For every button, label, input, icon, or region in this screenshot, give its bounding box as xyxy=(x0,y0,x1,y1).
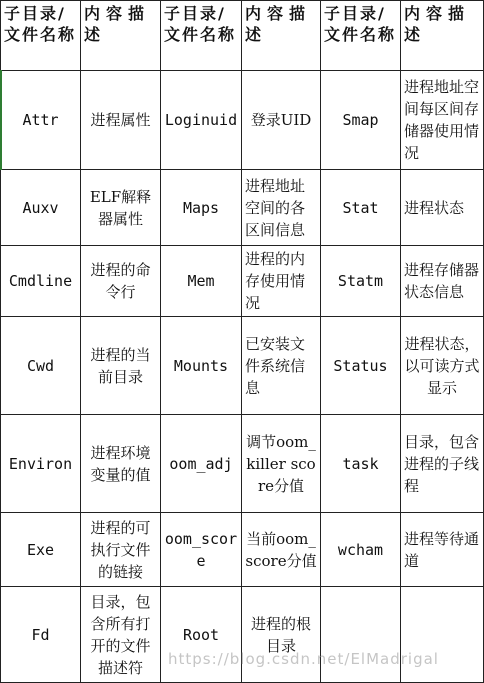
table-cell: 进程的命令行 xyxy=(81,246,161,317)
table-cell: task xyxy=(321,415,401,513)
table-cell: 进程存储器状态信息 xyxy=(401,246,483,317)
header-name-col-2: 子目录/文件名称 xyxy=(161,1,242,71)
table-cell: Mem xyxy=(161,246,242,317)
table-cell: Mounts xyxy=(161,317,242,415)
watermark: https://blog.csdn.net/ElMadrigal xyxy=(168,650,439,668)
header-desc-col-3: 内容描述 xyxy=(401,1,483,71)
table-cell: 目录，包含所有打开的文件描述符 xyxy=(81,587,161,682)
table-cell: Exe xyxy=(1,513,81,587)
table-cell: 进程地址空间每区间存储器使用情况 xyxy=(401,71,483,170)
table-cell: 已安装文件系统信息 xyxy=(242,317,321,415)
table-cell: 进程的当前目录 xyxy=(81,317,161,415)
table-cell: 进程的内存使用情况 xyxy=(242,246,321,317)
table-cell: wcham xyxy=(321,513,401,587)
table-cell: oom_adj xyxy=(161,415,242,513)
header-desc-col-1: 内容描述 xyxy=(81,1,161,71)
table-cell: Maps xyxy=(161,170,242,246)
table-cell: Smap xyxy=(321,71,401,170)
row-marker xyxy=(0,70,2,170)
table-cell: 进程属性 xyxy=(81,71,161,170)
table-cell: 登录UID xyxy=(242,71,321,170)
table-cell: Fd xyxy=(1,587,81,682)
table-cell: Attr xyxy=(1,71,81,170)
table-cell: Status xyxy=(321,317,401,415)
table-cell: Statm xyxy=(321,246,401,317)
table-cell: Loginuid xyxy=(161,71,242,170)
table-cell: ELF解释器属性 xyxy=(81,170,161,246)
table-cell: 进程的根目录 xyxy=(242,587,321,682)
table-cell: oom_score xyxy=(161,513,242,587)
table-cell: 进程等待通道 xyxy=(401,513,483,587)
table-cell: 进程状态，以可读方式显示 xyxy=(401,317,483,415)
table-cell: Cwd xyxy=(1,317,81,415)
table-cell: 调节oom_killer score分值 xyxy=(242,415,321,513)
table-cell: Cmdline xyxy=(1,246,81,317)
header-name-col-3: 子目录/文件名称 xyxy=(321,1,401,71)
header-desc-col-2: 内容描述 xyxy=(242,1,321,71)
table-cell xyxy=(401,587,483,682)
table-cell: 目录，包含进程的子线程 xyxy=(401,415,483,513)
header-name-col-1: 子目录/文件名称 xyxy=(1,1,81,71)
table-cell: 当前oom_score分值 xyxy=(242,513,321,587)
table-cell xyxy=(321,587,401,682)
table-cell: Stat xyxy=(321,170,401,246)
table-cell: 进程地址空间的各区间信息 xyxy=(242,170,321,246)
table-cell: Root xyxy=(161,587,242,682)
table-cell: Environ xyxy=(1,415,81,513)
table-cell: 进程的可执行文件的链接 xyxy=(81,513,161,587)
table-cell: 进程状态 xyxy=(401,170,483,246)
table-cell: Auxv xyxy=(1,170,81,246)
table-cell: 进程环境变量的值 xyxy=(81,415,161,513)
